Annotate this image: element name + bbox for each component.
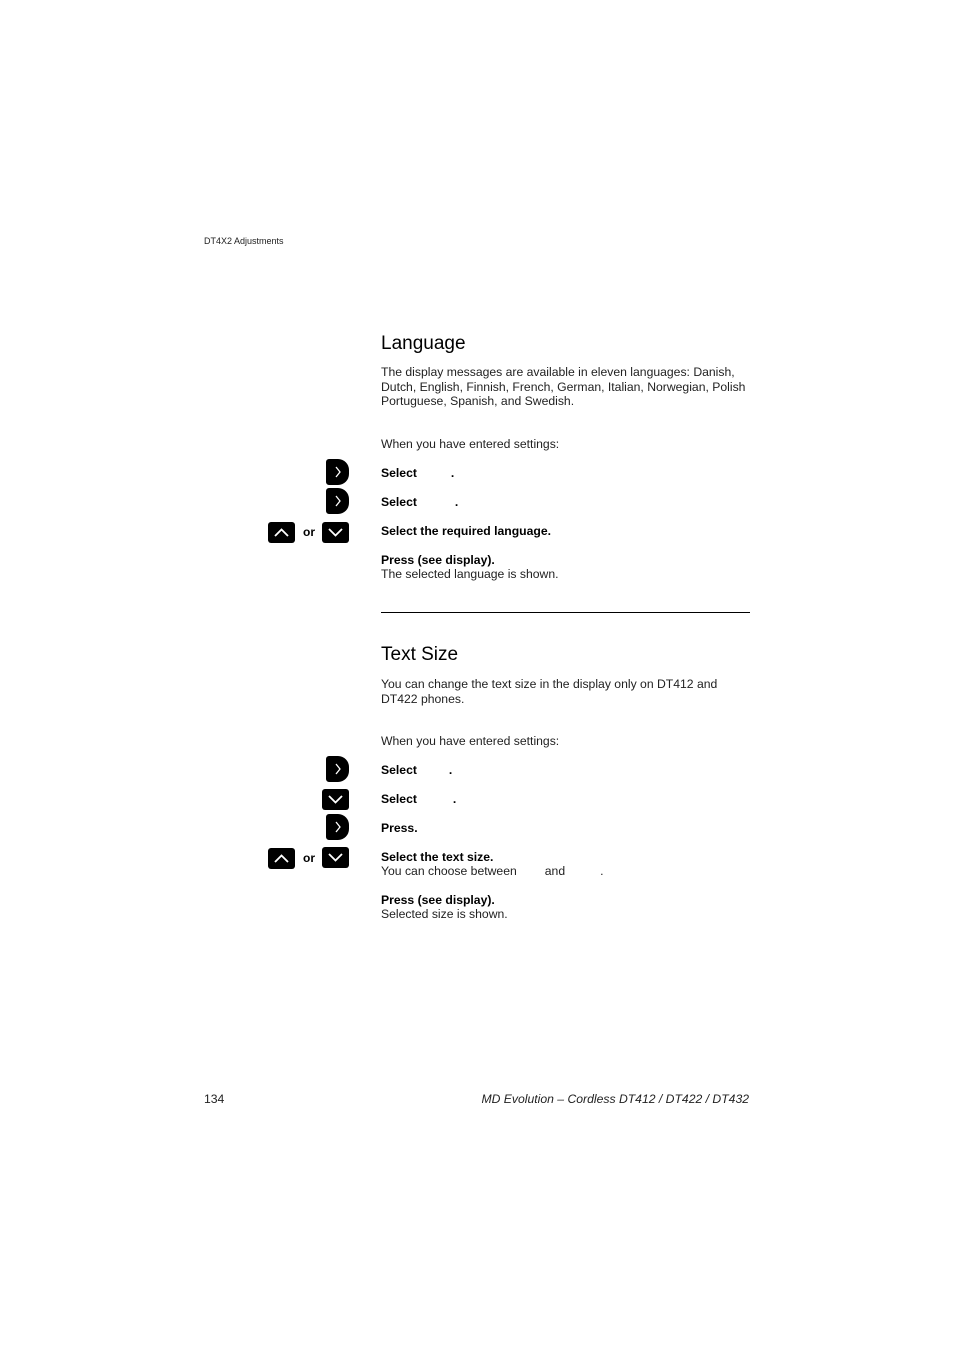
down-key-icon [322,789,349,810]
language-intro-line: Portuguese, Spanish, and Swedish. [381,394,575,408]
language-intro-line: Dutch, English, Finnish, French, German, Italian, Norwegian, Polish [381,379,746,394]
or-label: or [303,851,315,865]
text-size-step-2: Select . [381,792,457,806]
right-key-icon [326,756,349,782]
down-key-icon [322,847,349,868]
language-step-3: Select the required language. [381,524,551,538]
text-size-step-4: Select the text size. [381,850,494,864]
language-step-4: Press (see display). [381,553,495,567]
right-key-icon [326,814,349,840]
right-key-icon [326,459,349,485]
right-key-icon [326,488,349,514]
page-number: 134 [204,1092,225,1106]
language-intro-line: The display messages are available in eleven languages: Danish, [381,365,735,379]
language-step-4-note: The selected language is shown. [381,567,559,581]
section-title-language: Language [381,333,466,354]
language-step-2: Select . [381,495,459,509]
language-intro [381,365,745,409]
text-size-intro [381,677,717,706]
text-size-step-5-note: Selected size is shown. [381,907,508,921]
text-size-step-1: Select . [381,763,453,777]
running-head: DT4X2 Adjustments [204,236,284,246]
text-size-lead: When you have entered settings: [381,734,560,748]
text-size-step-4-note: You can choose between and . [381,864,604,878]
text-size-step-5: Press (see display). [381,893,495,907]
text-size-intro-line: DT422 phones. [381,691,465,706]
language-step-1: Select . [381,466,455,480]
language-lead: When you have entered settings: [381,437,560,451]
text-size-step-3: Press. [381,821,418,835]
section-divider [381,612,750,613]
or-label: or [303,525,315,539]
section-title-text-size: Text Size [381,644,459,665]
down-key-icon [322,522,349,543]
up-key-icon [268,522,295,543]
up-key-icon [268,848,295,869]
text-size-intro-line: You can change the text size in the display only on DT412 and [381,677,718,691]
product-title: MD Evolution – Cordless DT412 / DT422 / DT432 [481,1092,749,1106]
